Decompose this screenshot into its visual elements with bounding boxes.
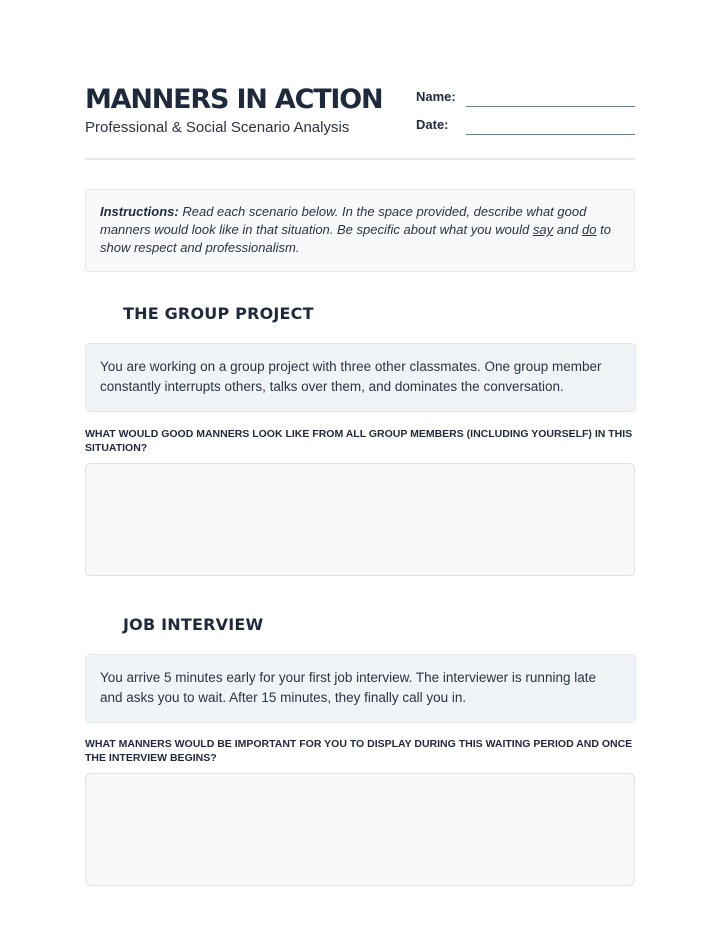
page-title: MANNERS IN ACTION (85, 84, 383, 115)
instructions-text-1: Read each scenario below. In the space provided, describe what good manners would look like in that situation. Be specific about what you would (100, 204, 587, 237)
date-line[interactable] (466, 134, 635, 135)
instructions-say: say (532, 222, 554, 237)
question-job-interview: WHAT MANNERS WOULD BE IMPORTANT FOR YOU TO DISPLAY DURING THIS WAITING PERIOD AND ONCE THE INTERVIEW BEGINS? (85, 738, 633, 764)
instructions-box (85, 189, 635, 272)
name-line[interactable] (466, 106, 635, 107)
instructions-and: and (553, 222, 583, 237)
section-title-group-project: THE GROUP PROJECT (123, 304, 314, 323)
question-group-project: WHAT WOULD GOOD MANNERS LOOK LIKE FROM ALL GROUP MEMBERS (INCLUDING YOURSELF) IN THIS SITUATION? (85, 428, 633, 454)
date-field[interactable] (416, 116, 635, 136)
answer-box-job-interview[interactable] (85, 773, 635, 886)
answer-box-group-project[interactable] (85, 463, 635, 576)
instructions-lead: Instructions: (100, 204, 179, 219)
instructions-do: do (582, 222, 597, 237)
header-divider (85, 158, 635, 160)
name-field[interactable] (416, 88, 635, 108)
scenario-job-interview: You arrive 5 minutes early for your first job interview. The interviewer is running late and asks you to wait. After 15 minutes, they finally call you in. (85, 654, 636, 723)
page-subtitle: Professional & Social Scenario Analysis (85, 119, 350, 136)
name-label: Name: (416, 89, 456, 104)
section-title-job-interview: JOB INTERVIEW (123, 615, 264, 634)
date-label: Date: (416, 117, 449, 132)
worksheet-header (85, 84, 635, 160)
instructions-text-2: to show respect and professionalism. (100, 222, 611, 255)
scenario-group-project: You are working on a group project with three other classmates. One group member constantly interrupts others, talks over them, and dominates the conversation. (85, 343, 636, 412)
